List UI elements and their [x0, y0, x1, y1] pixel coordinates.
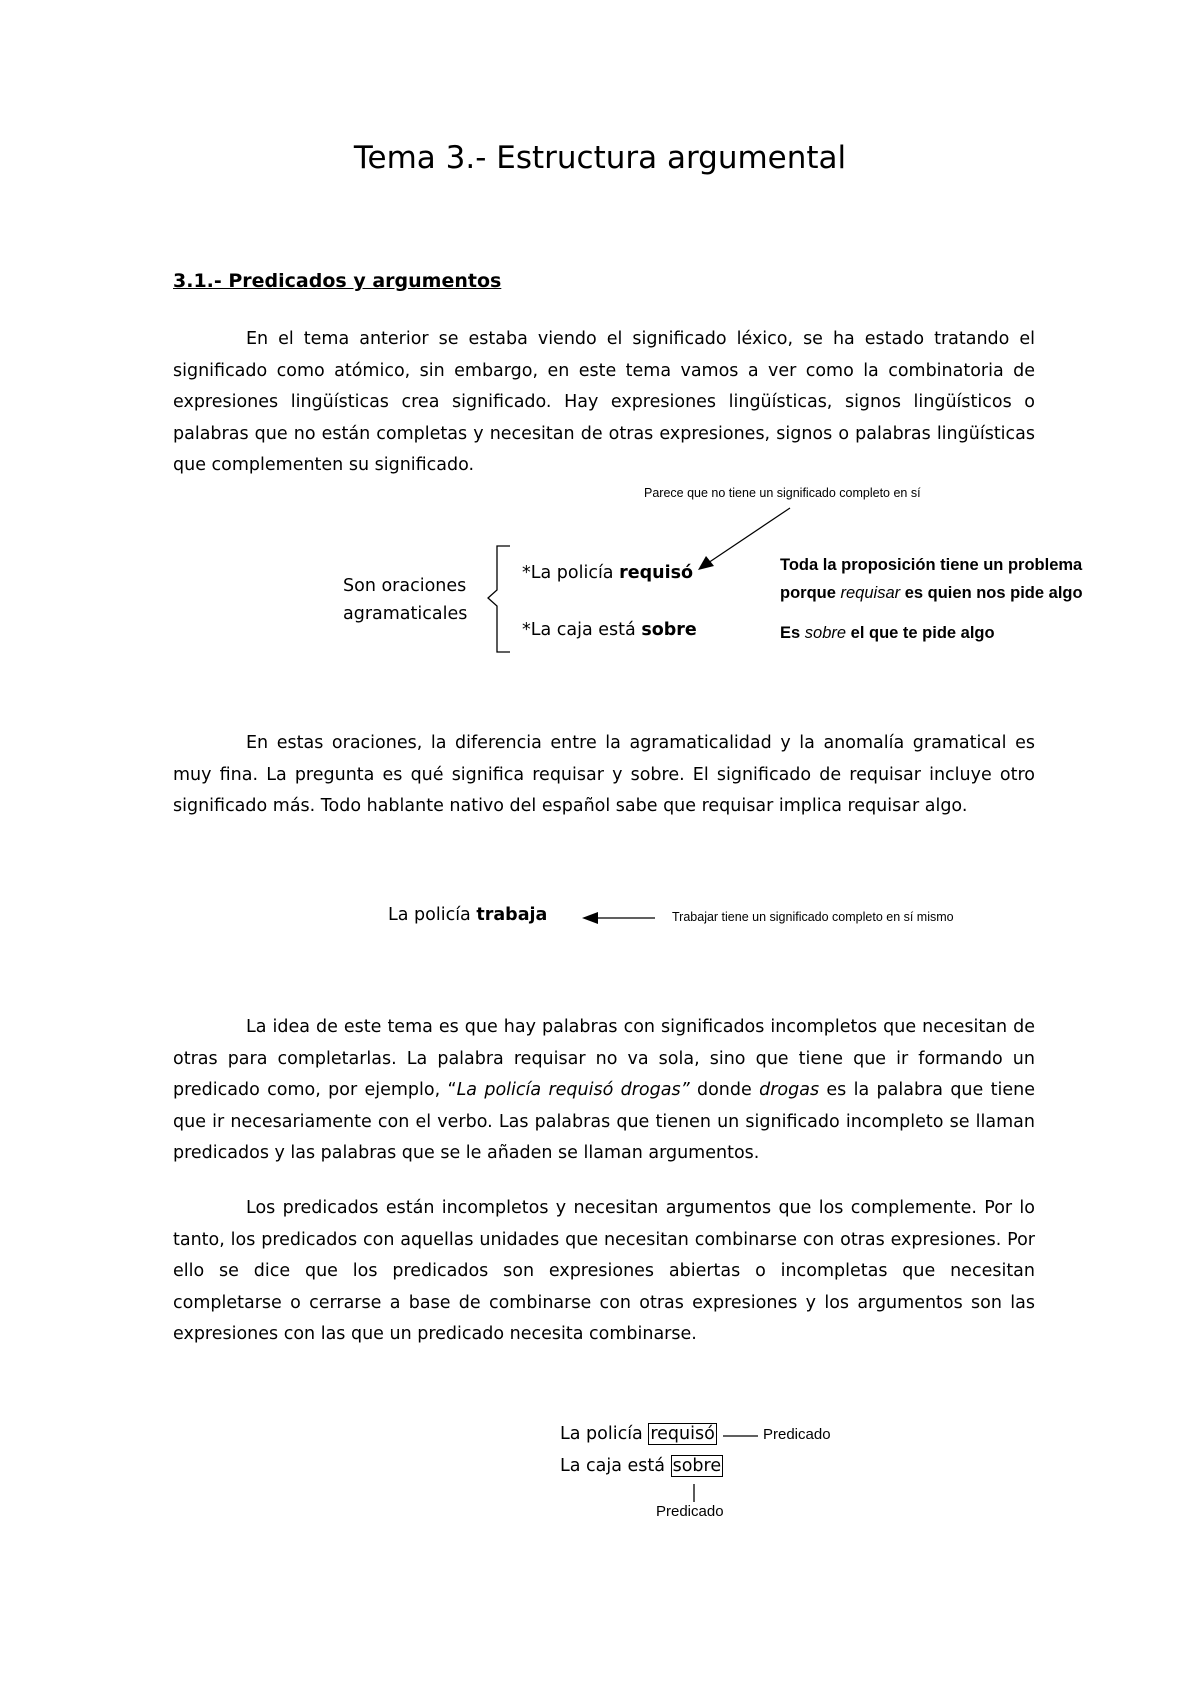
- example-requiso: [522, 563, 693, 583]
- bracket-label-line2: agramaticales: [343, 604, 468, 624]
- arrow-head-1: [698, 556, 714, 570]
- predicate-example-1-prefix: La policía: [560, 1424, 649, 1444]
- predicate-box-requiso: requisó: [650, 1424, 715, 1444]
- paragraph-2-text: En estas oraciones, la diferencia entre la agramaticalidad y la anomalía gramatical es muy fina. La pregunta es qué significa requisar y sobre. El significado de requisar incluye otro significado más. Todo hablante nativo del español sabe que requisar implica requisar algo.: [173, 733, 1035, 816]
- bracket-label: [343, 572, 467, 628]
- example-sobre: [522, 620, 697, 640]
- example-2-prefix: *La caja está: [522, 620, 642, 640]
- note-1-line1: Toda la proposición tiene un problema: [780, 556, 1083, 574]
- curly-bracket: [488, 546, 510, 652]
- paragraph-1-text: En el tema anterior se estaba viendo el significado léxico, se ha estado tratando el significado como atómico, sin embargo, en este tema vamos a ver como la combinatoria de expresiones lingüísticas crea significado. Hay expresiones lingüísticas, signos lingüísticos o palabras que no están completas y necesitan de otras expresiones, signos o palabras lingüísticas que complementen su significado.: [173, 329, 1035, 475]
- paragraph-3-drogas: drogas: [759, 1080, 820, 1100]
- paragraph-3: [173, 1012, 1035, 1170]
- predicate-example-2-prefix: La caja está: [560, 1456, 671, 1476]
- example-1-word: requisó: [619, 563, 694, 583]
- note-2-text-italic: sobre: [804, 624, 847, 642]
- predicate-label-2: Predicado: [656, 1503, 724, 1520]
- note-sobre: [780, 619, 995, 647]
- predicate-label-1: Predicado: [763, 1426, 831, 1443]
- paragraph-4-text: Los predicados están incompletos y necesitan argumentos que los complemente. Por lo tanto, los predicados con aquellas unidades que necesitan combinarse con otras expresiones. Por ello se dice que los predicados son expresiones abiertas o incompletas que necesitan completarse o cerrarse a base de combinarse con otras expresiones y los argumentos son las expresiones con las que un predicado necesita combinarse.: [173, 1198, 1035, 1344]
- note-2-text-a: Es: [780, 624, 805, 642]
- arrow-head-2: [582, 912, 598, 924]
- example-2-word: sobre: [641, 620, 697, 640]
- paragraph-3-part-e: es la palabra que tiene que ir necesariamente con el verbo. Las palabras que tienen un significado incompleto se llaman predicados y las palabras que se le añaden se llaman argumentos.: [173, 1080, 1035, 1163]
- section-heading: 3.1.- Predicados y argumentos: [173, 270, 502, 292]
- example-3-word: trabaja: [476, 905, 548, 925]
- example-1-prefix: *La policía: [522, 563, 620, 583]
- paragraph-3-part-c: donde: [689, 1080, 760, 1100]
- note-proposition: [780, 551, 1083, 607]
- note-1-text-c: es quien nos pide algo: [900, 584, 1083, 602]
- paragraph-4: [173, 1193, 1035, 1351]
- bracket-label-line1: Son oraciones: [343, 576, 467, 596]
- annotation-complete-meaning: Trabajar tiene un significado completo en sí mismo: [672, 910, 954, 924]
- example-trabaja: [388, 905, 547, 925]
- predicate-example-2: [560, 1456, 723, 1476]
- paragraph-3-part-a: La idea de este tema es que hay palabras con significados incompletos que necesitan de otras para completarlas. La palabra requisar no va sola, sino que tiene que ir formando un predicado como, por ejemplo, “: [173, 1017, 1035, 1100]
- note-1-line2: [780, 579, 1083, 607]
- predicate-box-sobre: sobre: [672, 1456, 722, 1476]
- note-1-text-italic: requisar: [840, 584, 901, 602]
- predicate-example-1: [560, 1424, 717, 1444]
- paragraph-3-quote: La policía requisó drogas”: [456, 1080, 690, 1100]
- paragraph-3-text: [173, 1012, 1035, 1170]
- note-2-text-c: el que te pide algo: [846, 624, 995, 642]
- paragraph-2: [173, 728, 1035, 823]
- arrow-line-1: [708, 508, 790, 563]
- annotation-incomplete-meaning: Parece que no tiene un significado completo en sí: [644, 486, 921, 500]
- document-title: Tema 3.- Estructura argumental: [353, 140, 847, 176]
- example-3-prefix: La policía: [388, 905, 477, 925]
- note-1-text-a: porque: [780, 584, 841, 602]
